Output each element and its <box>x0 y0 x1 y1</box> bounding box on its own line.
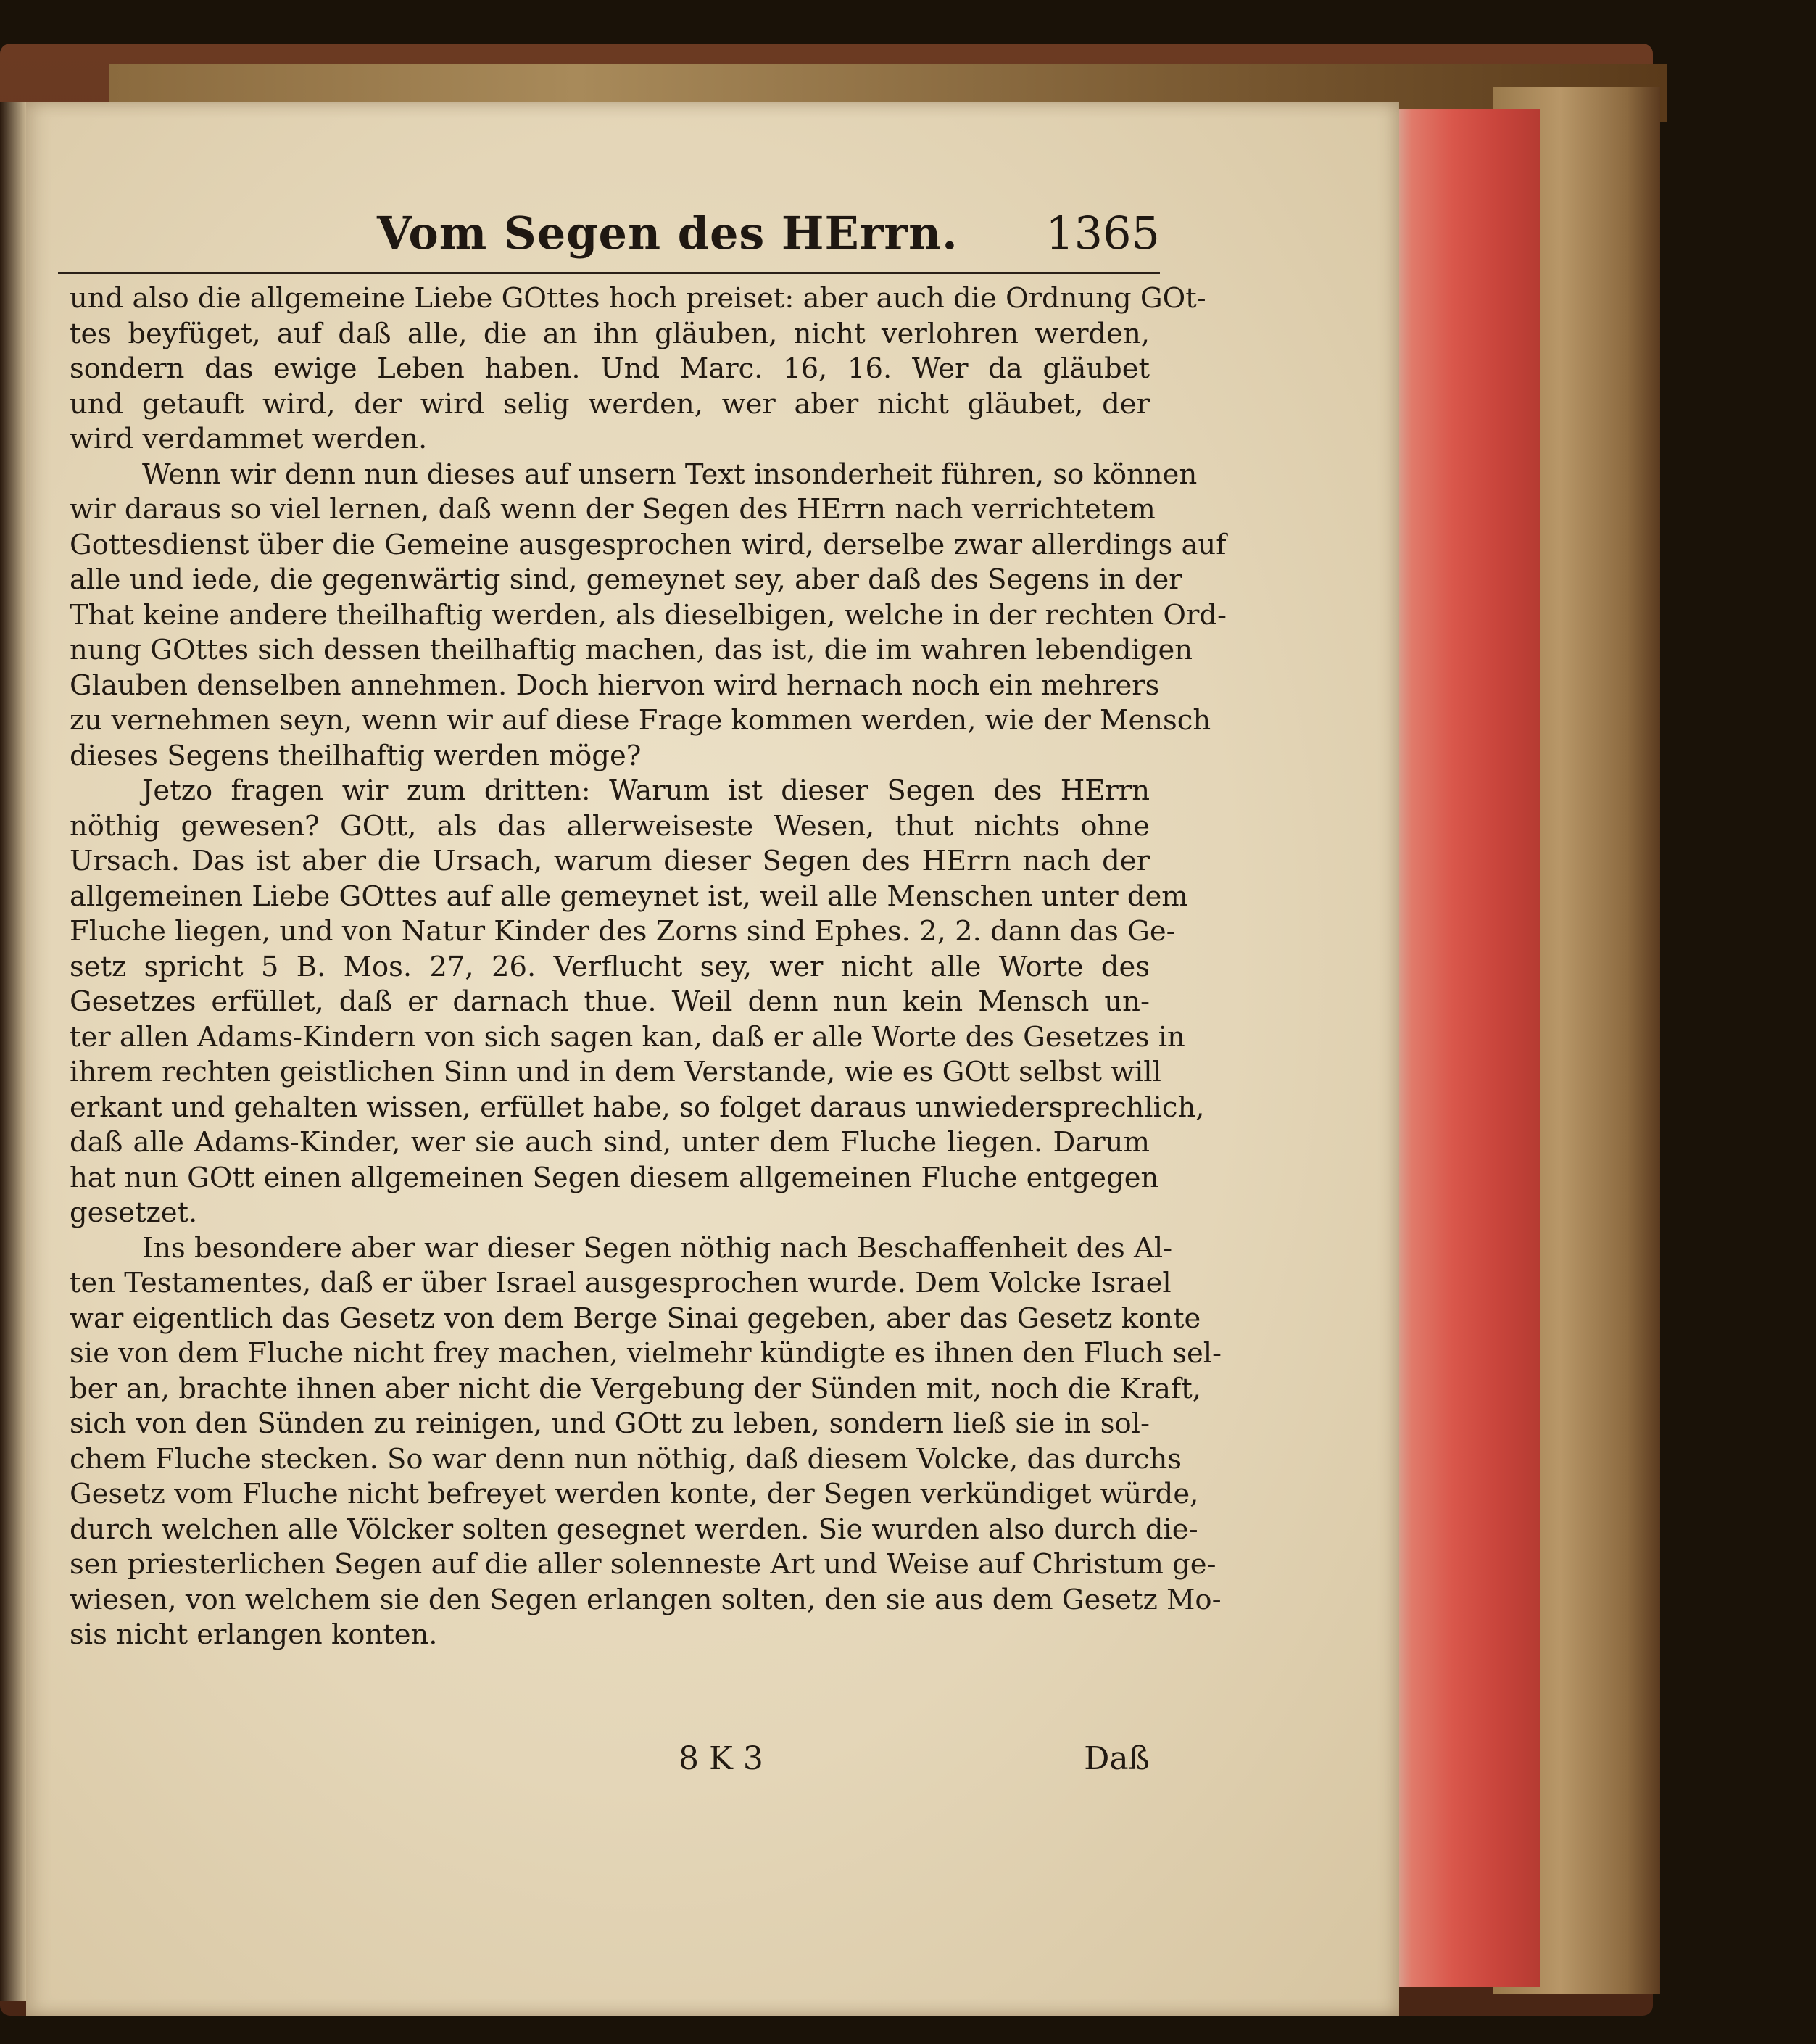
text-line: Gottesdienst über die Gemeine ausgesprochen wird, derselbe zwar allerdings auf <box>70 528 1227 561</box>
text-line: und getauft wird, der wird selig werden, wer aber nicht gläubet, der <box>70 387 1150 421</box>
page-edges <box>1392 109 1540 1987</box>
text-line: ber an, brachte ihnen aber nicht die Vergebung der Sünden mit, noch die Kraft, <box>70 1372 1201 1405</box>
paragraph <box>70 458 1227 774</box>
text-line: Ursach. Das ist aber die Ursach, warum dieser Segen des HErrn nach der <box>70 845 1150 877</box>
text-line: und also die allgemeine Liebe GOttes hoch preiset: aber auch die Ordnung GOt- <box>70 282 1206 315</box>
text-line: Gesetzes erfüllet, daß er darnach thue. Weil denn nun kein Mensch un- <box>70 985 1150 1018</box>
text-line: That keine andere theilhaftig werden, als dieselbigen, welche in der rechten Ord- <box>70 598 1227 632</box>
text-line: wir daraus so viel lernen, daß wenn der Segen des HErrn nach verrichtetem <box>70 493 1156 526</box>
text-line: sen priesterlichen Segen auf die aller solenneste Art und Weise auf Christum ge- <box>70 1548 1216 1581</box>
text-line: alle und iede, die gegenwärtig sind, gemeynet sey, aber daß des Segens in der <box>70 563 1182 596</box>
text-line: Wenn wir denn nun dieses auf unsern Text insonderheit führen, so können <box>142 458 1198 491</box>
paragraph <box>70 1231 1222 1653</box>
text-line: war eigentlich das Gesetz von dem Berge Sinai gegeben, aber das Gesetz konte <box>70 1302 1201 1335</box>
text-line: allgemeinen Liebe GOttes auf alle gemeynet ist, weil alle Menschen unter dem <box>70 880 1188 913</box>
text-line: Gesetz vom Fluche nicht befreyet werden konte, der Segen verkündiget würde, <box>70 1478 1199 1510</box>
text-line: ter allen Adams-Kindern von sich sagen kan, daß er alle Worte des Gesetzes in <box>70 1020 1185 1054</box>
facing-page-edge <box>0 102 26 2001</box>
text-line: Jetzo fragen wir zum dritten: Warum ist dieser Segen des HErrn <box>142 774 1150 807</box>
catchword: Daß <box>1084 1740 1150 1777</box>
text-line: zu vernehmen seyn, wenn wir auf diese Frage kommen werden, wie der Mensch <box>70 704 1211 737</box>
paragraph <box>70 774 1205 1231</box>
text-line: ten Testamentes, daß er über Israel ausgesprochen wurde. Dem Volcke Israel <box>70 1267 1172 1299</box>
text-line: sich von den Sünden zu reinigen, und GOtt zu leben, sondern ließ sie in sol- <box>70 1407 1150 1440</box>
text-line: tes beyfüget, auf daß alle, die an ihn gläuben, nicht verlohren werden, <box>70 317 1150 350</box>
text-line: sie von dem Fluche nicht frey machen, vielmehr kündigte es ihnen den Fluch sel- <box>70 1337 1222 1370</box>
page-number: 1365 <box>1045 207 1160 260</box>
paragraph <box>70 281 1206 458</box>
text-line: Ins besondere aber war dieser Segen nöthig nach Beschaffenheit des Al- <box>142 1231 1173 1265</box>
body-text <box>70 281 1227 1653</box>
text-line: erkant und gehalten wissen, erfüllet habe, so folget daraus unwiedersprechlich, <box>70 1091 1205 1124</box>
page-footer <box>70 1740 1150 1784</box>
text-line: ihrem rechten geistlichen Sinn und in dem Verstande, wie es GOtt selbst will <box>70 1056 1161 1088</box>
text-line: wird verdammet werden. <box>70 423 428 455</box>
text-line: Glauben denselben annehmen. Doch hiervon wird hernach noch ein mehrers <box>70 669 1160 702</box>
text-line: setz spricht 5 B. Mos. 27, 26. Verflucht sey, wer nicht alle Worte des <box>70 950 1150 983</box>
text-line: Fluche liegen, und von Natur Kinder des Zorns sind Ephes. 2, 2. dann das Ge- <box>70 915 1176 948</box>
text-line: sis nicht erlangen konten. <box>70 1618 438 1651</box>
text-line: chem Fluche stecken. So war denn nun nöthig, daß diesem Volcke, das durchs <box>70 1442 1182 1476</box>
text-line: nung GOttes sich dessen theilhaftig machen, das ist, die im wahren lebendigen <box>70 634 1193 666</box>
text-line: dieses Segens theilhaftig werden möge? <box>70 739 642 772</box>
text-line: wiesen, von welchem sie den Segen erlangen solten, den sie aus dem Gesetz Mo- <box>70 1583 1222 1616</box>
text-line: hat nun GOtt einen allgemeinen Segen diesem allgemeinen Fluche entgegen <box>70 1161 1159 1194</box>
text-line: nöthig gewesen? GOtt, als das allerweiseste Wesen, thut nichts ohne <box>70 809 1150 843</box>
text-line: daß alle Adams-Kinder, wer sie auch sind, unter dem Fluche liegen. Darum <box>70 1126 1150 1159</box>
text-line: gesetzet. <box>70 1196 198 1229</box>
running-title: Vom Segen des HErrn. <box>377 207 958 260</box>
text-line: sondern das ewige Leben haben. Und Marc. 16, 16. Wer da gläubet <box>70 352 1150 385</box>
text-line: durch welchen alle Völcker solten gesegnet werden. Sie wurden also durch die- <box>70 1513 1198 1546</box>
signature-mark: 8 K 3 <box>679 1740 763 1777</box>
page-header <box>58 207 1160 274</box>
